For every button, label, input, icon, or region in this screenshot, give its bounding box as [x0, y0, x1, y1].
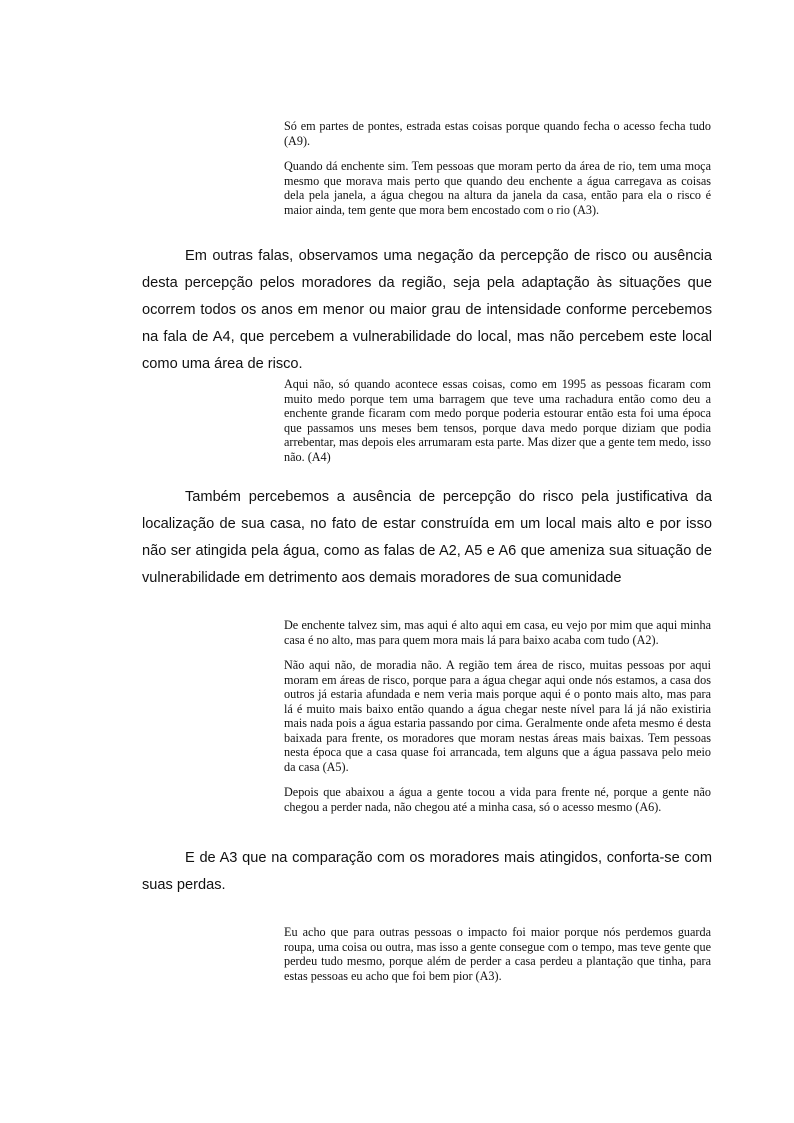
body-paragraph-3: E de A3 que na comparação com os moradores mais atingidos, conforta-se com suas perdas.	[142, 850, 712, 893]
body-paragraph-1: Em outras falas, observamos uma negação da percepção de risco ou ausência desta percepção pelos moradores da região, seja pela adaptação às situações que ocorrem todos os anos em menor ou maior grau de intensidade conforme percebemos na fala de A4, que percebem a vulnerabilidade do local, mas não percebem este local como uma área de risco.	[142, 248, 712, 372]
quote-paragraph: Quando dá enchente sim. Tem pessoas que moram perto da área de rio, tem uma moça mesmo que morava mais perto que quando deu enchente a água carregava as coisas dela pela janela, a água chegou na altura da janela da casa, então para ela o risco é maior ainda, tem gente que mora bem encostado com o rio (A3).	[284, 159, 711, 217]
quote-paragraph: Não aqui não, de moradia não. A região tem área de risco, muitas pessoas por aqui moram em áreas de risco, porque para a água chegar aqui onde nós estamos, a casa dos outros já estaria afundada e nem veria mais porque aqui é o ponto mais alto, mas para lá é muito mais baixo então quando a água chegar neste nível para lá já não existiria mais nada pois a água estaria passando por cima. Geralmente onde afeta mesmo é desta baixada para frente, os moradores que moram nestas áreas mais baixas. Tem pessoas nesta época que a casa quase foi arrancada, tem alguns que a água passava pelo meio da casa (A5).	[284, 658, 711, 774]
block-quote-2	[284, 377, 711, 464]
block-quote-4	[284, 925, 711, 983]
quote-paragraph: Aqui não, só quando acontece essas coisas, como em 1995 as pessoas ficaram com muito medo porque tem uma barragem que teve uma rachadura então como deu a enchente grande ficaram com medo porque poderia estourar então esta foi uma época que passamos uns meses bem tensos, porque dava medo porque diziam que podia arrebentar, mas depois eles arrumaram esta parte. Mas dizer que a gente tem medo, isso não. (A4)	[284, 377, 711, 464]
quote-paragraph: Só em partes de pontes, estrada estas coisas porque quando fecha o acesso fecha tudo (A9).	[284, 119, 711, 148]
quote-paragraph: De enchente talvez sim, mas aqui é alto aqui em casa, eu vejo por mim que aqui minha casa é no alto, mas para quem mora mais lá para baixo acaba com tudo (A2).	[284, 618, 711, 647]
quote-paragraph: Depois que abaixou a água a gente tocou a vida para frente né, porque a gente não chegou a perder nada, não chegou até a minha casa, só o acesso mesmo (A6).	[284, 785, 711, 814]
quote-paragraph: Eu acho que para outras pessoas o impacto foi maior porque nós perdemos guarda roupa, uma coisa ou outra, mas isso a gente consegue com o tempo, mas teve gente que perdeu tudo mesmo, porque além de perder a casa perdeu a plantação que tinha, para estas pessoas eu acho que foi bem pior (A3).	[284, 925, 711, 983]
block-quote-1	[284, 119, 711, 217]
body-paragraph-2: Também percebemos a ausência de percepção do risco pela justificativa da localização de sua casa, no fato de estar construída em um local mais alto e por isso não ser atingida pela água, como as falas de A2, A5 e A6 que ameniza sua situação de vulnerabilidade em detrimento aos demais moradores de sua comunidade	[142, 489, 712, 586]
block-quote-3	[284, 618, 711, 814]
